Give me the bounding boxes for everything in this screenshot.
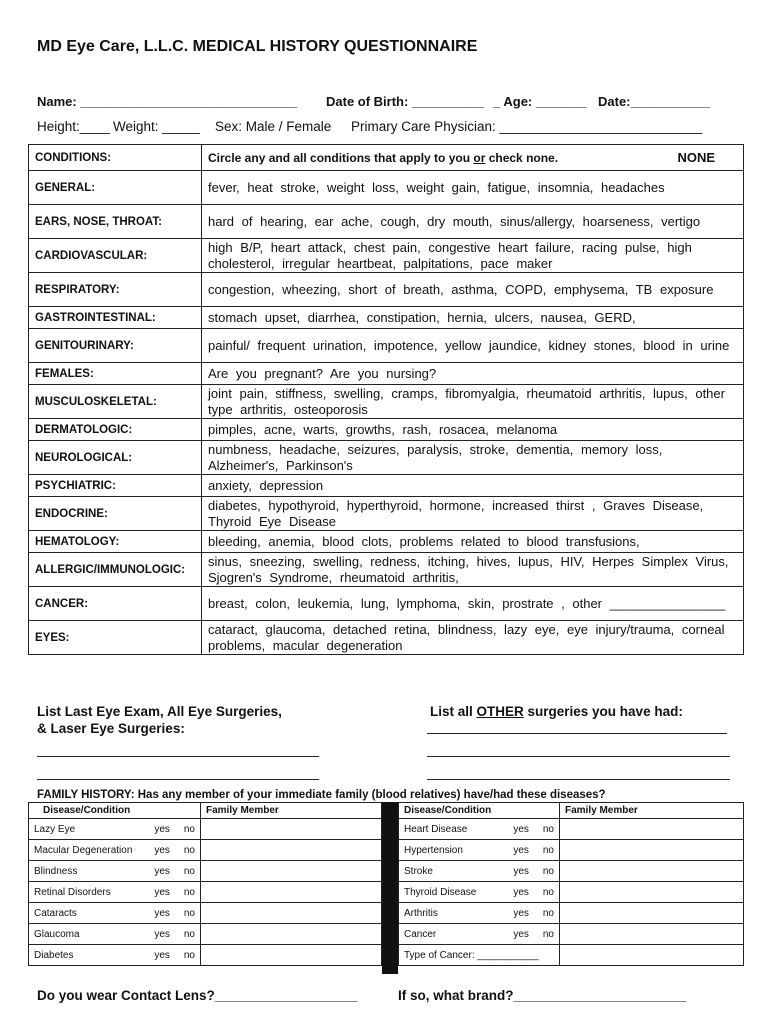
sex-field[interactable]: Sex: Male / Female	[215, 119, 332, 134]
no-option[interactable]: no	[183, 886, 195, 898]
family-right-condition-name: Arthritis	[404, 907, 438, 919]
condition-row	[29, 385, 744, 419]
family-left-row	[29, 840, 382, 861]
no-option[interactable]: no	[542, 907, 554, 919]
family-left-member-cell[interactable]	[201, 840, 382, 861]
eye-surgeries-label-2: & Laser Eye Surgeries:	[37, 721, 185, 736]
condition-row	[29, 363, 744, 385]
condition-category: PSYCHIATRIC:	[29, 475, 202, 497]
no-option[interactable]: no	[542, 865, 554, 877]
condition-options[interactable]: anxiety, depression	[202, 475, 744, 497]
family-right-condition-cell	[399, 861, 560, 882]
type-of-cancer-field[interactable]: Type of Cancer: ___________	[399, 945, 560, 966]
no-option[interactable]: no	[542, 886, 554, 898]
family-right-condition-cell	[399, 840, 560, 861]
instructions-or: or	[473, 150, 486, 165]
no-option[interactable]: no	[542, 844, 554, 856]
condition-category: HEMATOLOGY:	[29, 531, 202, 553]
yes-option[interactable]: yes	[154, 823, 170, 835]
family-right-condition-name: Stroke	[404, 865, 433, 877]
no-option[interactable]: no	[183, 907, 195, 919]
family-left-member-cell[interactable]	[201, 882, 382, 903]
family-left-condition-name: Lazy Eye	[34, 823, 76, 835]
family-right-member-cell[interactable]	[560, 861, 744, 882]
family-table-right	[398, 802, 744, 966]
yes-option[interactable]: yes	[513, 865, 529, 877]
eye-surgeries-label-1: List Last Eye Exam, All Eye Surgeries,	[37, 704, 282, 719]
family-right-condition-cell	[399, 924, 560, 945]
family-right-condition-cell	[399, 819, 560, 840]
family-right-member-cell[interactable]	[560, 819, 744, 840]
condition-category: EYES:	[29, 621, 202, 655]
condition-row	[29, 171, 744, 205]
family-left-condition-cell	[29, 819, 201, 840]
condition-row	[29, 329, 744, 363]
family-left-row	[29, 924, 382, 945]
other-surgeries-post: surgeries you have had:	[523, 704, 683, 719]
condition-options[interactable]: hard of hearing, ear ache, cough, dry mouth, sinus/allergy, hoarseness, vertigo	[202, 205, 744, 239]
family-left-member-cell[interactable]	[201, 903, 382, 924]
instructions-text-end: check none.	[485, 150, 559, 165]
family-left-member-cell[interactable]	[201, 819, 382, 840]
weight-field[interactable]: Weight: _____	[113, 119, 200, 134]
condition-row	[29, 239, 744, 273]
yes-option[interactable]: yes	[513, 823, 529, 835]
yes-option[interactable]: yes	[513, 886, 529, 898]
family-member-column-header-right: Family Member	[560, 803, 744, 819]
condition-row	[29, 621, 744, 655]
condition-options[interactable]: congestion, wheezing, short of breath, asthma, COPD, emphysema, TB exposure	[202, 273, 744, 307]
family-left-condition-name: Glaucoma	[34, 928, 80, 940]
other-surgeries-line-3[interactable]	[427, 779, 730, 780]
no-option[interactable]: no	[183, 928, 195, 940]
yes-option[interactable]: yes	[154, 907, 170, 919]
eye-surgeries-line-1[interactable]	[37, 756, 319, 757]
family-left-member-cell[interactable]	[201, 861, 382, 882]
family-left-row	[29, 903, 382, 924]
condition-row	[29, 475, 744, 497]
condition-category: NEUROLOGICAL:	[29, 441, 202, 475]
condition-options[interactable]: pimples, acne, warts, growths, rash, rosacea, melanoma	[202, 419, 744, 441]
condition-options[interactable]: breast, colon, leukemia, lung, lymphoma, skin, prostrate , other ________________	[202, 587, 744, 621]
condition-options[interactable]: high B/P, heart attack, chest pain, congestive heart failure, racing pulse, high cholesterol, irregular heartbeat, palpitations, pace maker	[202, 239, 744, 273]
age-field[interactable]: _ Age: _______	[493, 94, 587, 109]
condition-category: ENDOCRINE:	[29, 497, 202, 531]
no-option[interactable]: no	[183, 823, 195, 835]
condition-row	[29, 587, 744, 621]
family-left-condition-cell	[29, 882, 201, 903]
family-left-header-row	[29, 803, 382, 819]
family-table-left	[28, 802, 382, 966]
condition-category: FEMALES:	[29, 363, 202, 385]
height-field[interactable]: Height:____	[37, 119, 110, 134]
type-of-cancer-member-cell[interactable]	[560, 945, 744, 966]
condition-category: CANCER:	[29, 587, 202, 621]
family-left-condition-name: Cataracts	[34, 907, 77, 919]
yes-option[interactable]: yes	[154, 928, 170, 940]
family-right-condition-name: Heart Disease	[404, 823, 468, 835]
family-right-row	[399, 819, 744, 840]
no-option[interactable]: no	[542, 823, 554, 835]
family-right-member-cell[interactable]	[560, 840, 744, 861]
yes-option[interactable]: yes	[154, 886, 170, 898]
family-left-condition-name: Blindness	[34, 865, 78, 877]
other-surgeries-label	[430, 704, 683, 719]
other-surgeries-line-1[interactable]	[427, 733, 727, 734]
yes-option[interactable]: yes	[513, 844, 529, 856]
condition-options[interactable]: bleeding, anemia, blood clots, problems related to blood transfusions,	[202, 531, 744, 553]
family-right-member-cell[interactable]	[560, 903, 744, 924]
no-option[interactable]: no	[183, 949, 195, 961]
conditions-instructions	[202, 145, 744, 171]
family-right-condition-cell	[399, 882, 560, 903]
no-option[interactable]: no	[183, 865, 195, 877]
condition-row	[29, 497, 744, 531]
conditions-table	[28, 144, 744, 655]
contact-brand-question[interactable]: If so, what brand?_______________________	[398, 988, 687, 1003]
condition-row	[29, 205, 744, 239]
yes-option[interactable]: yes	[154, 844, 170, 856]
dob-field[interactable]: Date of Birth: __________	[326, 94, 485, 109]
page-title: MD Eye Care, L.L.C. MEDICAL HISTORY QUESTIONNAIRE	[37, 38, 478, 55]
date-field[interactable]: Date:___________	[598, 94, 711, 109]
condition-category: MUSCULOSKELETAL:	[29, 385, 202, 419]
no-option[interactable]: no	[542, 928, 554, 940]
other-surgeries-pre: List all	[430, 704, 477, 719]
type-of-cancer-row	[399, 945, 744, 966]
condition-row	[29, 307, 744, 329]
family-left-member-cell[interactable]	[201, 945, 382, 966]
disease-column-header: Disease/Condition	[29, 803, 201, 819]
pcp-field[interactable]: Primary Care Physician: ___________________________	[351, 119, 703, 134]
family-member-column-header: Family Member	[201, 803, 382, 819]
yes-option[interactable]: yes	[154, 865, 170, 877]
family-right-row	[399, 840, 744, 861]
family-right-row	[399, 882, 744, 903]
yes-option[interactable]: yes	[513, 928, 529, 940]
family-right-condition-name: Cancer	[404, 928, 437, 940]
table-divider	[382, 802, 398, 974]
family-right-member-cell[interactable]	[560, 924, 744, 945]
condition-options[interactable]: fever, heat stroke, weight loss, weight gain, fatigue, insomnia, headaches	[202, 171, 744, 205]
family-left-row	[29, 861, 382, 882]
condition-category: EARS, NOSE, THROAT:	[29, 205, 202, 239]
condition-category: GASTROINTESTINAL:	[29, 307, 202, 329]
condition-options[interactable]: stomach upset, diarrhea, constipation, hernia, ulcers, nausea, GERD,	[202, 307, 744, 329]
family-history-title: FAMILY HISTORY: Has any member of your immediate family (blood relatives) have/had these diseases?	[37, 789, 606, 801]
family-left-row	[29, 945, 382, 966]
family-left-row	[29, 819, 382, 840]
condition-options[interactable]: numbness, headache, seizures, paralysis, stroke, dementia, memory loss, Alzheimer's, Parkinson's	[202, 441, 744, 475]
family-right-condition-name: Hypertension	[404, 844, 463, 856]
condition-options[interactable]: joint pain, stiffness, swelling, cramps, fibromyalgia, rheumatoid arthritis, lupus, other type arthritis, osteoporosis	[202, 385, 744, 419]
yes-option[interactable]: yes	[513, 907, 529, 919]
condition-options[interactable]: painful/ frequent urination, impotence, yellow jaundice, kidney stones, blood in urine	[202, 329, 744, 363]
instructions-text: Circle any and all conditions that apply to you	[208, 150, 474, 165]
family-left-member-cell[interactable]	[201, 924, 382, 945]
family-left-condition-cell	[29, 903, 201, 924]
family-right-member-cell[interactable]	[560, 882, 744, 903]
family-right-row	[399, 924, 744, 945]
condition-category: DERMATOLOGIC:	[29, 419, 202, 441]
yes-option[interactable]: yes	[154, 949, 170, 961]
family-left-condition-cell	[29, 840, 201, 861]
conditions-column-header: CONDITIONS:	[29, 145, 202, 171]
condition-category: ALLERGIC/IMMUNOLOGIC:	[29, 553, 202, 587]
family-left-condition-name: Diabetes	[34, 949, 74, 961]
family-left-condition-name: Retinal Disorders	[34, 886, 111, 898]
family-right-header-row	[399, 803, 744, 819]
family-left-condition-name: Macular Degeneration	[34, 844, 133, 856]
condition-row	[29, 531, 744, 553]
condition-row	[29, 441, 744, 475]
condition-options[interactable]: Are you pregnant? Are you nursing?	[202, 363, 744, 385]
contact-lens-question[interactable]: Do you wear Contact Lens?___________________	[37, 988, 358, 1003]
family-right-row	[399, 861, 744, 882]
condition-row	[29, 553, 744, 587]
condition-row	[29, 419, 744, 441]
condition-options[interactable]: sinus, sneezing, swelling, redness, itching, hives, lupus, HIV, Herpes Simplex Virus, Sjogren's Syndrome, rheumatoid arthritis,	[202, 553, 744, 587]
condition-options[interactable]: diabetes, hypothyroid, hyperthyroid, hormone, increased thirst , Graves Disease, Thyroid Eye Disease	[202, 497, 744, 531]
condition-category: RESPIRATORY:	[29, 273, 202, 307]
condition-category: GENERAL:	[29, 171, 202, 205]
name-field[interactable]: Name: ______________________________	[37, 94, 298, 109]
condition-options[interactable]: cataract, glaucoma, detached retina, blindness, lazy eye, eye injury/trauma, corneal problems, macular degeneration	[202, 621, 744, 655]
family-left-condition-cell	[29, 945, 201, 966]
conditions-header-row	[29, 145, 744, 171]
condition-category: CARDIOVASCULAR:	[29, 239, 202, 273]
family-right-condition-name: Thyroid Disease	[404, 886, 477, 898]
eye-surgeries-line-2[interactable]	[37, 779, 319, 780]
no-option[interactable]: no	[183, 844, 195, 856]
family-left-row	[29, 882, 382, 903]
condition-category: GENITOURINARY:	[29, 329, 202, 363]
family-right-condition-cell	[399, 903, 560, 924]
family-left-condition-cell	[29, 924, 201, 945]
other-surgeries-line-2[interactable]	[427, 756, 730, 757]
none-checkbox-label[interactable]: NONE	[677, 149, 715, 165]
family-right-row	[399, 903, 744, 924]
family-left-condition-cell	[29, 861, 201, 882]
condition-row	[29, 273, 744, 307]
other-surgeries-other: OTHER	[476, 704, 524, 719]
disease-column-header-right: Disease/Condition	[399, 803, 560, 819]
